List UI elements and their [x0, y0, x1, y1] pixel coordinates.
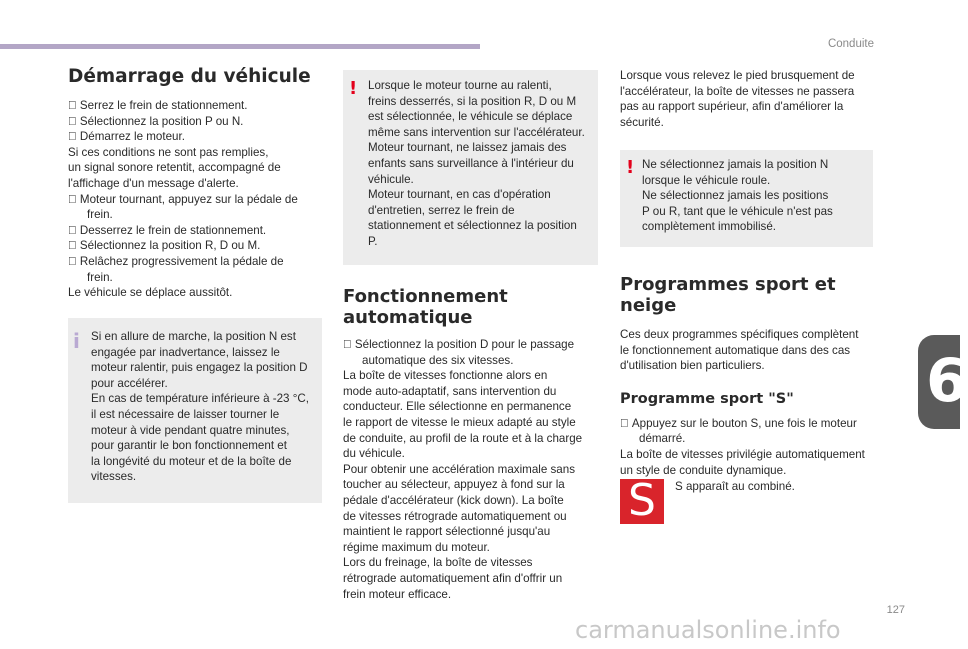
instruction-line: Pour obtenir une accélération maximale sans — [343, 462, 575, 476]
instruction-line: frein. — [87, 270, 113, 284]
chapter-tab-number: 6 — [926, 346, 968, 416]
warning-line: véhicule. — [368, 172, 414, 186]
info-icon: i — [73, 329, 80, 353]
paragraph-line: le fonctionnement automatique dans des cas — [620, 343, 851, 357]
section-title-demarrage: Démarrage du véhicule — [68, 66, 311, 87]
info-line: En cas de température inférieure à -23 °C, — [91, 392, 309, 406]
column-1 — [68, 66, 328, 301]
warning-line: Moteur tournant, ne laissez jamais des — [368, 141, 567, 155]
column-3 — [620, 274, 882, 478]
sport-instructions — [620, 416, 882, 478]
info-line: pour accélérer. — [91, 376, 168, 390]
instruction-line: un signal sonore retentit, accompagné de — [68, 161, 281, 175]
warning-line: enfants sans surveillance à l'intérieur du — [368, 156, 574, 170]
warning-line: complètement immobilisé. — [642, 220, 777, 234]
paragraph-line: Ces deux programmes spécifiques complètent — [620, 328, 859, 341]
instruction-line: frein moteur efficace. — [343, 587, 452, 601]
instruction-line: toucher au sélecteur, appuyez à fond sur la — [343, 478, 565, 492]
paragraph-line: pas au rapport supérieur, afin d'améliorer la — [620, 100, 844, 114]
sport-indicator-note: S apparaît au combiné. — [675, 480, 795, 493]
instruction-line: Appuyez sur le bouton S, une fois le moteur — [620, 416, 845, 430]
info-box-text — [91, 329, 321, 485]
warning-line: même sans intervention sur l'accélérateur. — [368, 125, 585, 139]
warning-line: Moteur tournant, en cas d'opération — [368, 188, 551, 202]
programmes-text — [620, 327, 882, 374]
info-line: la longévité du moteur et de la boîte de — [91, 454, 292, 468]
warning-line: freins desserrés, si la position R, D ou M — [368, 94, 577, 108]
paragraph-line: l'accélérateur, la boîte de vitesses ne passera — [620, 84, 855, 98]
page-number: 127 — [886, 604, 905, 616]
chapter-title: Conduite — [827, 38, 874, 50]
warning-line: Ne sélectionnez jamais les positions — [642, 189, 829, 203]
instruction-line: frein. — [87, 208, 113, 222]
column-3-intro — [620, 68, 880, 130]
instruction-line: Démarrez le moteur. — [68, 130, 174, 144]
instruction-line: Serrez le frein de stationnement. — [68, 99, 236, 112]
section-title-programmes: Programmes sport et neige — [620, 274, 836, 316]
instruction-line: maintient le rapport sélectionné jusqu'au — [343, 525, 551, 539]
warning-icon: ! — [626, 157, 635, 178]
warning-box-ralenti-text — [368, 78, 598, 250]
paragraph-line: sécurité. — [620, 115, 664, 129]
instruction-line: conducteur. Elle sélectionne en permanence — [343, 400, 572, 414]
instruction-line: Si ces conditions ne sont pas remplies, — [68, 145, 269, 159]
instruction-line: Sélectionnez la position R, D ou M. — [68, 239, 249, 253]
warning-line: stationnement et sélectionnez la position — [368, 219, 577, 233]
instruction-line: Sélectionnez la position D pour le passage — [343, 338, 563, 351]
instruction-line: La boîte de vitesses privilégie automatiquement — [620, 447, 865, 461]
instruction-line: Moteur tournant, appuyez sur la pédale de — [68, 192, 286, 206]
warning-box-position-text — [642, 157, 872, 235]
info-line: moteur à vide pendant quatre minutes, — [91, 423, 290, 437]
info-line: Si en allure de marche, la position N est — [91, 330, 296, 343]
subsection-title-sport: Programme sport "S" — [620, 390, 794, 407]
warning-line: Ne sélectionnez jamais la position N — [642, 158, 829, 171]
warning-line: P ou R, tant que le véhicule n'est pas — [642, 204, 833, 218]
instruction-line: le rapport de vitesse le mieux adapté au style — [343, 415, 576, 429]
paragraph-line: Lorsque vous relevez le pied brusquement de — [620, 69, 855, 82]
header-accent-bar — [0, 44, 480, 49]
instruction-line: du véhicule. — [343, 447, 405, 461]
instruction-line: un style de conduite dynamique. — [620, 463, 787, 477]
instruction-line: régime maximum du moteur. — [343, 540, 490, 554]
instruction-line: démarré. — [639, 432, 686, 446]
fonctionnement-text — [343, 337, 603, 602]
warning-line: lorsque le véhicule roule. — [642, 173, 771, 187]
section-title-fonctionnement: Fonctionnement automatique — [343, 286, 508, 328]
info-line: il est nécessaire de laisser tourner le — [91, 407, 280, 421]
instruction-line: La boîte de vitesses fonctionne alors en — [343, 369, 548, 383]
sport-mode-icon: S — [620, 479, 664, 524]
instruction-line: Sélectionnez la position P ou N. — [68, 114, 232, 128]
instruction-line: Relâchez progressivement la pédale de — [68, 254, 272, 268]
paragraph-line: d'utilisation bien particuliers. — [620, 359, 765, 373]
instruction-line: Desserrez le frein de stationnement. — [68, 223, 255, 237]
instruction-line: de vitesses rétrograde automatiquement ou — [343, 509, 567, 523]
info-line: pour garantir le bon fonctionnement et — [91, 439, 287, 453]
warning-icon: ! — [349, 78, 358, 99]
column-2 — [343, 286, 603, 602]
warning-line: Lorsque le moteur tourne au ralenti, — [368, 79, 552, 92]
instruction-line: mode auto-adaptatif, sans intervention du — [343, 384, 557, 398]
warning-line: est sélectionnée, le véhicule se déplace — [368, 110, 573, 124]
instruction-line: de conduite, au profil de la route et à la charge — [343, 431, 583, 445]
info-line: moteur ralentir, puis engagez la position D — [91, 361, 308, 375]
kickdown-safety-text — [620, 68, 880, 130]
warning-line: d'entretien, serrez le frein de — [368, 203, 515, 217]
info-line: engagée par inadvertance, laissez le — [91, 345, 280, 359]
chapter-tab — [918, 335, 968, 429]
warning-line: P. — [368, 234, 378, 248]
watermark: carmanualsonline.info — [575, 616, 841, 644]
instruction-line: l'affichage d'un message d'alerte. — [68, 176, 239, 190]
instruction-line: rétrograde automatiquement afin d'offrir un — [343, 571, 563, 585]
demarrage-instructions — [68, 98, 328, 301]
instruction-line: Le véhicule se déplace aussitôt. — [68, 286, 233, 300]
instruction-line: pédale d'accélérateur (kick down). La boîte — [343, 493, 564, 507]
info-line: vitesses. — [91, 470, 137, 484]
instruction-line: Lors du freinage, la boîte de vitesses — [343, 556, 533, 570]
instruction-line: automatique des six vitesses. — [362, 353, 514, 367]
